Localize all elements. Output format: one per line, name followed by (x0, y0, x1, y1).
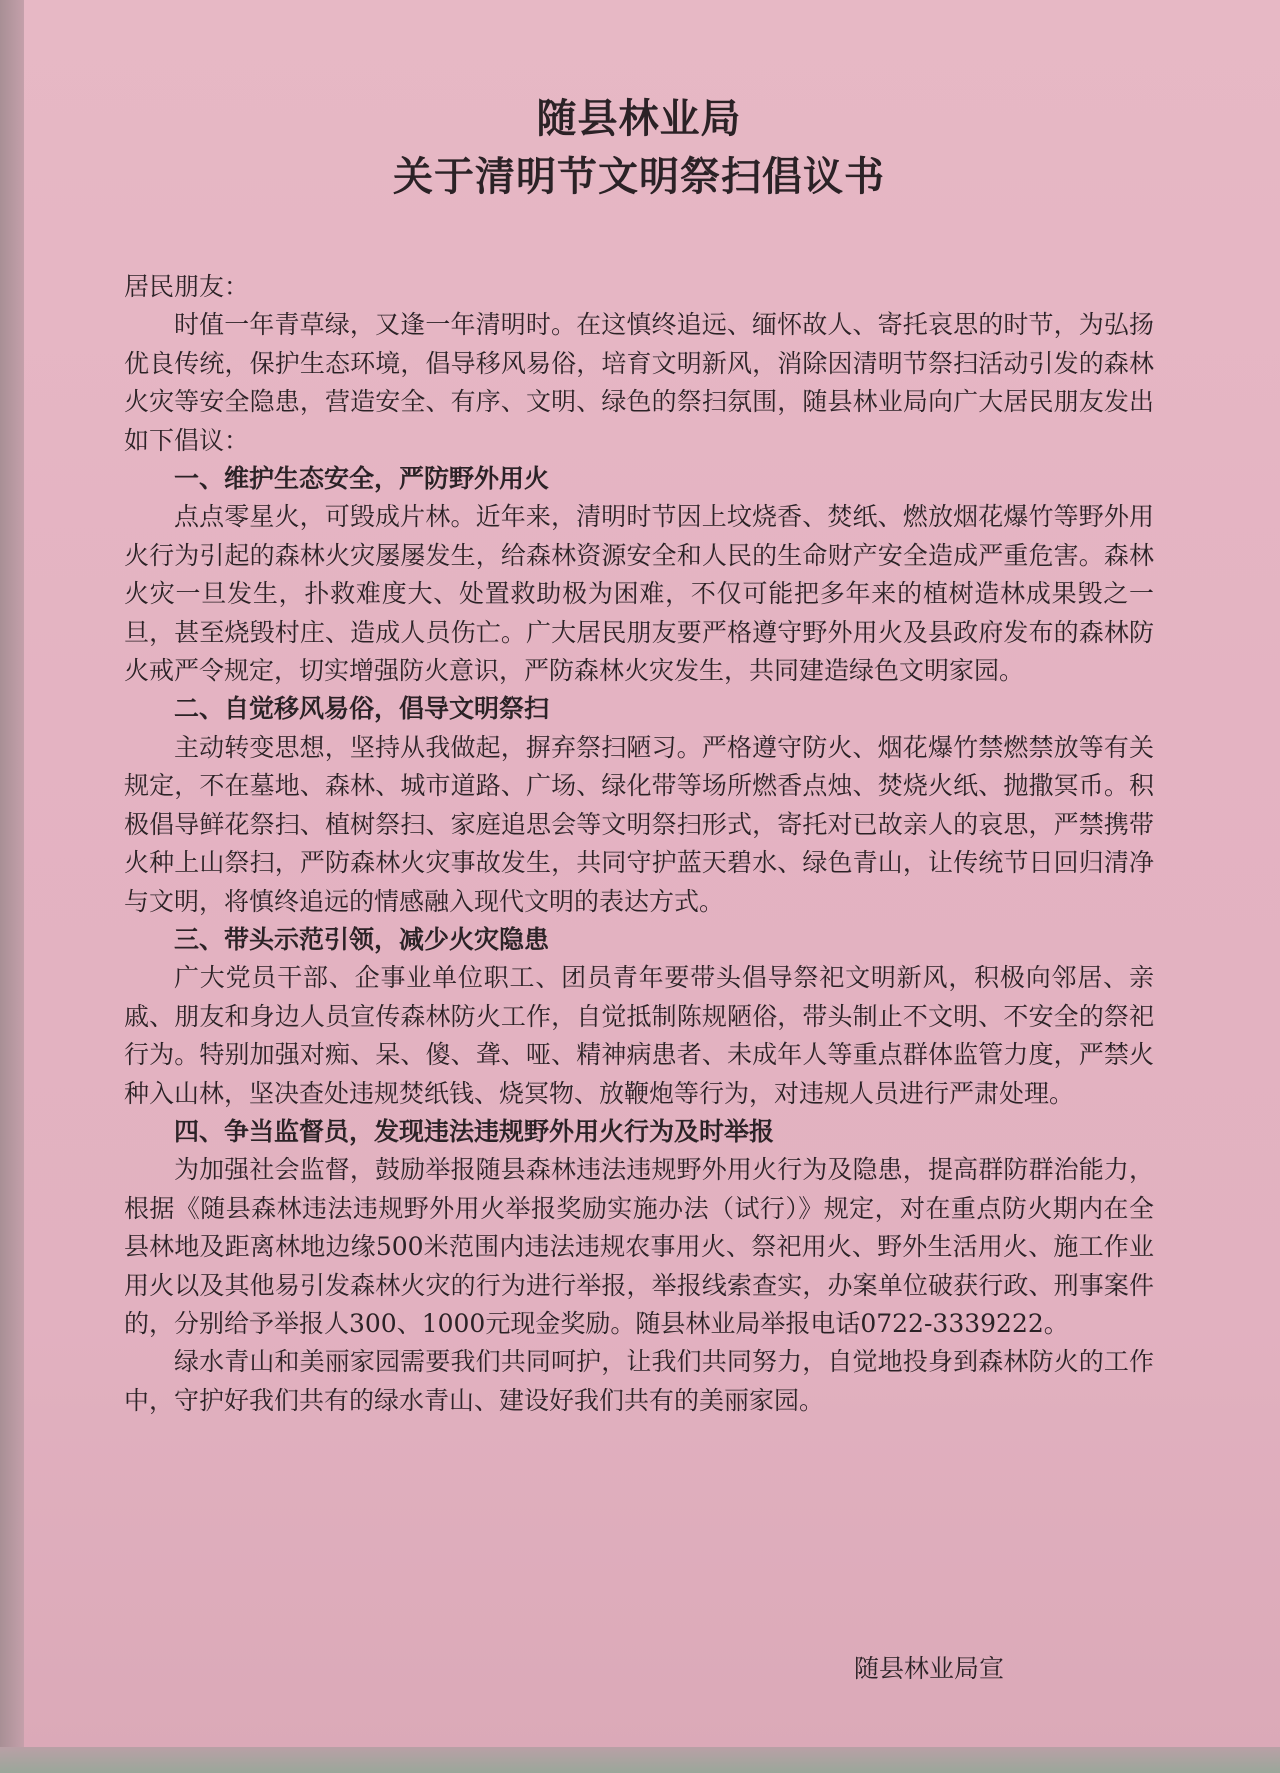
title-spacer (124, 206, 1154, 268)
signature: 随县林业局宣 (854, 1654, 1005, 1683)
section-4-body: 为加强社会监督，鼓励举报随县森林违法违规野外用火行为及隐患，提高群防群治能力，根据《随县森林违法违规野外用火举报奖励实施办法（试行）》规定，对在重点防火期内在全县林地及距离林地边缘500米范围内违法违规农事用火、祭祀用火、野外生活用火、施工作业用火以及其他易引发森林火灾的行为进行举报，举报线索查实，办案单位破获行政、刑事案件的，分别给予举报人300、1000元现金奖励。随县林业局举报电话0722-3339222。 (124, 1155, 1154, 1338)
intro-paragraph: 时值一年青草绿，又逢一年清明时。在这慎终追远、缅怀故人、寄托哀思的时节，为弘扬优良传统，保护生态环境，倡导移风易俗，培育文明新风，消除因清明节祭扫活动引发的森林火灾等安全隐患，营造安全、有序、文明、绿色的祭扫氛围，随县林业局向广大居民朋友发出如下倡议： (124, 310, 1154, 455)
section-3-body: 广大党员干部、企事业单位职工、团员青年要带头倡导祭祀文明新风，积极向邻居、亲戚、朋友和身边人员宣传森林防火工作，自觉抵制陈规陋俗，带头制止不文明、不安全的祭祀行为。特别加强对痴、呆、傻、聋、哑、精神病患者、未成年人等重点群体监管力度，严禁火种入山林，坚决查处违规焚纸钱、烧冥物、放鞭炮等行为，对违规人员进行严肃处理。 (124, 963, 1154, 1108)
title-line-2: 关于清明节文明祭扫倡议书 (393, 153, 885, 200)
title-line-1: 随县林业局 (536, 95, 742, 142)
section-3-heading: 三、带头示范引领，减少火灾隐患 (174, 924, 550, 954)
section-1-heading: 一、维护生态安全，严防野外用火 (174, 464, 550, 494)
closing-paragraph: 绿水青山和美丽家园需要我们共同呵护，让我们共同努力，自觉地投身到森林防火的工作中，守护好我们共有的绿水青山、建设好我们共有的美丽家园。 (124, 1347, 1154, 1415)
section-1-body: 点点零星火，可毁成片林。近年来，清明时节因上坟烧香、焚纸、燃放烟花爆竹等野外用火行为引起的森林火灾屡屡发生，给森林资源安全和人民的生命财产安全造成严重危害。森林火灾一旦发生，扑救难度大、处置救助极为困难，不仅可能把多年来的植树造林成果毁之一旦，甚至烧毁村庄、造成人员伤亡。广大居民朋友要严格遵守野外用火及县政府发布的森林防火戒严令规定，切实增强防火意识，严防森林火灾发生，共同建造绿色文明家园。 (124, 502, 1154, 686)
section-2-heading: 二、自觉移风易俗，倡导文明祭扫 (174, 694, 550, 724)
section-4-heading: 四、争当监督员，发现违法违规野外用火行为及时举报 (174, 1116, 775, 1146)
backdrop-floor (0, 1747, 1280, 1773)
section-2-body: 主动转变思想，坚持从我做起，摒弃祭扫陋习。严格遵守防火、烟花爆竹禁燃禁放等有关规定，不在墓地、森林、城市道路、广场、绿化带等场所燃香点烛、焚烧火纸、抛撒冥币。积极倡导鲜花祭扫、植树祭扫、家庭追思会等文明祭扫形式，寄托对已故亲人的哀思，严禁携带火种上山祭扫，严防森林火灾事故发生，共同守护蓝天碧水、绿色青山，让传统节日回归清净与文明，将慎终追远的情感融入现代文明的表达方式。 (124, 732, 1154, 916)
salutation: 居民朋友： (124, 272, 250, 301)
proposal-document (124, 90, 1154, 1420)
